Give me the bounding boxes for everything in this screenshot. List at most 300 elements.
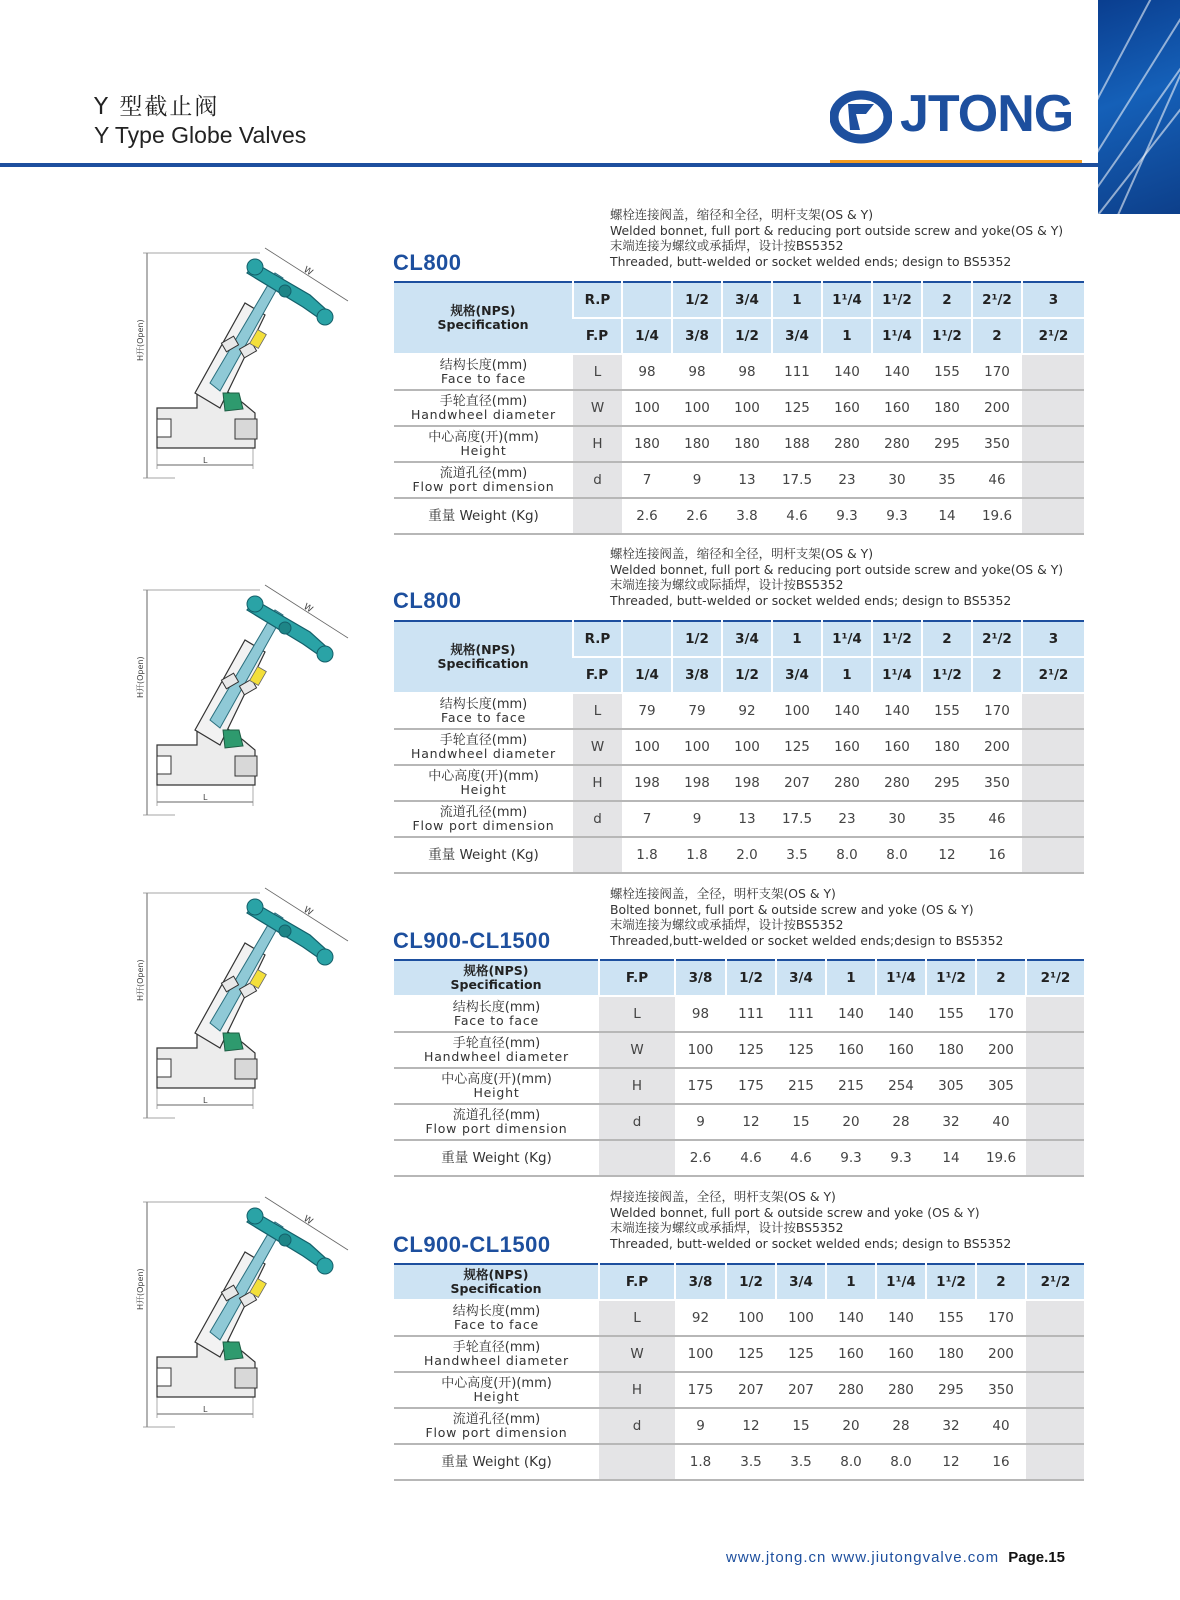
- table-row: [394, 765, 1084, 801]
- value-cell: 125: [726, 1032, 776, 1068]
- value-cell: 9: [675, 1104, 726, 1140]
- value-cell: 180: [926, 1336, 976, 1372]
- value-cell: 15: [776, 1408, 826, 1444]
- description-line: Threaded, butt-welded or socket welded ends; design to BS5352: [610, 1235, 1012, 1251]
- value-cell: 98: [622, 354, 672, 390]
- parameter-label-en: Flow port dimension: [412, 818, 555, 833]
- value-cell: 170: [972, 354, 1022, 390]
- pressure-class-title: CL800: [393, 250, 462, 275]
- spec-header-cn: 规格(NPS): [463, 1267, 529, 1282]
- parameter-label: [394, 1372, 599, 1408]
- value-cell: 9: [672, 462, 722, 498]
- value-cell: 30: [872, 462, 922, 498]
- value-cell: 14: [922, 498, 972, 534]
- value-cell: 111: [726, 996, 776, 1032]
- value-cell: 12: [922, 837, 972, 873]
- value-cell: 350: [972, 765, 1022, 801]
- description-line: Welded bonnet, full port & reducing port outside screw and yoke(OS & Y): [610, 222, 1064, 238]
- description-line: Bolted bonnet, full port & outside screw and yoke (OS & Y): [610, 901, 974, 917]
- value-cell: 155: [926, 996, 976, 1032]
- rp-size-cell: [622, 621, 672, 657]
- value-cell: 188: [772, 426, 822, 462]
- spec-header: [394, 960, 599, 996]
- value-cell: 12: [726, 1408, 776, 1444]
- value-cell: 98: [672, 354, 722, 390]
- parameter-label-en: Handwheel diameter: [424, 1353, 569, 1368]
- value-cell: 8.0: [826, 1444, 876, 1480]
- page-title-cn: Y 型截止阀: [94, 94, 220, 120]
- value-cell: 23: [822, 462, 872, 498]
- header-row-fp: [394, 1264, 1084, 1300]
- value-cell: 19.6: [976, 1140, 1026, 1176]
- symbol-cell: [573, 837, 622, 873]
- fp-size-cell: 3/4: [776, 1264, 826, 1300]
- fp-size-cell: 2: [976, 960, 1026, 996]
- logo-text: JTONG: [900, 85, 1074, 143]
- value-cell: [1026, 1140, 1084, 1176]
- value-cell: 160: [822, 390, 872, 426]
- value-cell: 100: [772, 693, 822, 729]
- fp-size-cell: 1/4: [622, 318, 672, 354]
- value-cell: 198: [722, 765, 772, 801]
- value-cell: 140: [872, 693, 922, 729]
- rp-size-cell: 1/2: [672, 621, 722, 657]
- value-cell: 7: [622, 462, 672, 498]
- value-cell: 9.3: [872, 498, 922, 534]
- header-row-rp: [394, 282, 1084, 318]
- width-dimension-label: W: [301, 265, 315, 279]
- rp-size-cell: [622, 282, 672, 318]
- value-cell: 198: [672, 765, 722, 801]
- description-line: 螺栓连接阀盖，缩径和全径，明杆支架(OS & Y): [610, 207, 874, 222]
- value-cell: 180: [926, 1032, 976, 1068]
- value-cell: 92: [722, 693, 772, 729]
- value-cell: 13: [722, 462, 772, 498]
- rp-size-cell: 2¹/2: [972, 621, 1022, 657]
- value-cell: 2.6: [622, 498, 672, 534]
- value-cell: [1022, 498, 1084, 534]
- symbol-cell: L: [599, 1300, 675, 1336]
- parameter-label-en: Height: [473, 1085, 520, 1100]
- fp-size-cell: 1/2: [722, 318, 772, 354]
- value-cell: 8.0: [822, 837, 872, 873]
- fp-size-cell: 2: [976, 1264, 1026, 1300]
- parameter-label-cn: 手轮直径(mm): [452, 1340, 541, 1355]
- parameter-label-en: Height: [460, 443, 507, 458]
- table-row: [394, 1444, 1084, 1480]
- parameter-label: [394, 1300, 599, 1336]
- value-cell: 140: [822, 354, 872, 390]
- fp-size-cell: 1: [826, 1264, 876, 1300]
- rp-size-cell: 1¹/4: [822, 621, 872, 657]
- value-cell: 350: [972, 426, 1022, 462]
- parameter-label: [394, 765, 573, 801]
- fp-size-cell: 3/8: [675, 1264, 726, 1300]
- value-cell: [1022, 765, 1084, 801]
- fp-size-cell: 1/4: [622, 657, 672, 693]
- value-cell: 98: [675, 996, 726, 1032]
- value-cell: [1022, 390, 1084, 426]
- parameter-label-en: Handwheel diameter: [424, 1049, 569, 1064]
- value-cell: 40: [976, 1104, 1026, 1140]
- value-cell: 207: [726, 1372, 776, 1408]
- value-cell: 100: [622, 390, 672, 426]
- value-cell: [1026, 1104, 1084, 1140]
- pressure-class-title: CL800: [393, 588, 462, 613]
- value-cell: 2.6: [672, 498, 722, 534]
- fp-size-cell: 1/2: [726, 1264, 776, 1300]
- value-cell: 100: [722, 390, 772, 426]
- value-cell: [1026, 1444, 1084, 1480]
- y-globe-valve-drawing: [135, 580, 360, 840]
- length-dimension-label: L: [203, 1096, 208, 1105]
- parameter-label-cn: 流道孔径(mm): [452, 1412, 541, 1427]
- fp-size-cell: 1/2: [722, 657, 772, 693]
- value-cell: [1026, 1068, 1084, 1104]
- value-cell: 14: [926, 1140, 976, 1176]
- table-row: [394, 354, 1084, 390]
- width-dimension-label: W: [301, 905, 315, 919]
- value-cell: 40: [976, 1408, 1026, 1444]
- parameter-label-en: Handwheel diameter: [411, 407, 556, 422]
- fp-size-cell: 1¹/2: [922, 318, 972, 354]
- fp-size-cell: 2¹/2: [1022, 318, 1084, 354]
- height-dimension-label: H开(Open): [136, 959, 145, 1001]
- table-row: [394, 498, 1084, 534]
- fp-size-cell: 2¹/2: [1026, 1264, 1084, 1300]
- rp-label: R.P: [573, 282, 622, 318]
- value-cell: 175: [675, 1068, 726, 1104]
- fp-size-cell: 1: [826, 960, 876, 996]
- fp-size-cell: 1¹/4: [876, 960, 926, 996]
- value-cell: 3.5: [726, 1444, 776, 1480]
- value-cell: 140: [826, 996, 876, 1032]
- parameter-label: [394, 426, 573, 462]
- y-globe-valve-drawing: [135, 243, 360, 503]
- value-cell: 280: [872, 765, 922, 801]
- description-line: Threaded, butt-welded or socket welded ends; design to BS5352: [610, 253, 1012, 269]
- width-dimension-label: W: [301, 1214, 315, 1228]
- value-cell: 3.8: [722, 498, 772, 534]
- value-cell: 295: [926, 1372, 976, 1408]
- value-cell: 17.5: [772, 801, 822, 837]
- table-row: [394, 1032, 1084, 1068]
- page-footer: [726, 1549, 1065, 1566]
- table-row: [394, 837, 1084, 873]
- spec-header-cn: 规格(NPS): [450, 303, 516, 318]
- parameter-label: [394, 996, 599, 1032]
- length-dimension-label: L: [203, 1405, 208, 1414]
- value-cell: 155: [922, 354, 972, 390]
- parameter-label: [394, 1140, 599, 1176]
- parameter-label: [394, 693, 573, 729]
- value-cell: [1026, 1032, 1084, 1068]
- symbol-cell: W: [573, 390, 622, 426]
- value-cell: 16: [972, 837, 1022, 873]
- spec-header-en: Specification: [450, 977, 542, 992]
- page-number: Page.15: [1008, 1549, 1065, 1566]
- value-cell: [1022, 801, 1084, 837]
- header-row-rp: [394, 621, 1084, 657]
- value-cell: 280: [826, 1372, 876, 1408]
- rp-size-cell: 1¹/2: [872, 282, 922, 318]
- weight-label: 重量 Weight (Kg): [428, 507, 539, 524]
- value-cell: 198: [622, 765, 672, 801]
- parameter-label: [394, 1068, 599, 1104]
- value-cell: 100: [622, 729, 672, 765]
- value-cell: 350: [976, 1372, 1026, 1408]
- footer-urls: www.jtong.cn www.jiutongvalve.com: [726, 1549, 1000, 1566]
- value-cell: 175: [726, 1068, 776, 1104]
- value-cell: 180: [922, 390, 972, 426]
- value-cell: 180: [722, 426, 772, 462]
- symbol-cell: d: [599, 1104, 675, 1140]
- spec-header-en: Specification: [450, 1281, 542, 1296]
- table-row: [394, 1336, 1084, 1372]
- fp-label: F.P: [573, 318, 622, 354]
- parameter-label-cn: 流道孔径(mm): [439, 466, 528, 481]
- height-dimension-label: H开(Open): [136, 319, 145, 361]
- value-cell: 46: [972, 462, 1022, 498]
- value-cell: 155: [922, 693, 972, 729]
- table-row: [394, 996, 1084, 1032]
- value-cell: 30: [872, 801, 922, 837]
- description-line: Welded bonnet, full port & outside screw and yoke (OS & Y): [610, 1204, 980, 1220]
- fp-size-cell: 2: [972, 657, 1022, 693]
- table-row: [394, 1140, 1084, 1176]
- value-cell: 170: [976, 996, 1026, 1032]
- rp-size-cell: 1¹/2: [872, 621, 922, 657]
- value-cell: [1022, 693, 1084, 729]
- value-cell: 20: [826, 1104, 876, 1140]
- value-cell: 140: [876, 1300, 926, 1336]
- description-line: Threaded,butt-welded or socket welded ends;design to BS5352: [610, 932, 1004, 948]
- value-cell: [1022, 426, 1084, 462]
- table-row: [394, 1068, 1084, 1104]
- value-cell: 1.8: [675, 1444, 726, 1480]
- value-cell: 160: [826, 1336, 876, 1372]
- value-cell: 160: [826, 1032, 876, 1068]
- value-cell: 155: [926, 1300, 976, 1336]
- value-cell: [1022, 837, 1084, 873]
- value-cell: 280: [822, 765, 872, 801]
- parameter-label-cn: 结构长度(mm): [439, 358, 528, 373]
- header-divider: [0, 163, 1098, 167]
- table-row: [394, 1104, 1084, 1140]
- parameter-label-cn: 流道孔径(mm): [452, 1108, 541, 1123]
- weight-label: 重量 Weight (Kg): [428, 846, 539, 863]
- fp-label: F.P: [599, 1264, 675, 1300]
- value-cell: 100: [672, 390, 722, 426]
- value-cell: 100: [675, 1336, 726, 1372]
- parameter-label: [394, 729, 573, 765]
- value-cell: [1026, 1408, 1084, 1444]
- table-row: [394, 729, 1084, 765]
- value-cell: 23: [822, 801, 872, 837]
- rp-label: R.P: [573, 621, 622, 657]
- parameter-label-en: Face to face: [454, 1013, 539, 1028]
- value-cell: 9: [672, 801, 722, 837]
- logo-mark-icon: [830, 84, 892, 146]
- symbol-cell: H: [573, 765, 622, 801]
- value-cell: 98: [722, 354, 772, 390]
- fp-size-cell: 2: [972, 318, 1022, 354]
- description-line: 焊接连接阀盖，全径，明杆支架(OS & Y): [610, 1189, 836, 1204]
- description-line: 末端连接为螺纹或承插焊，设计按BS5352: [610, 917, 844, 932]
- value-cell: 20: [826, 1408, 876, 1444]
- rp-size-cell: 2: [922, 621, 972, 657]
- symbol-cell: d: [573, 462, 622, 498]
- value-cell: 35: [922, 801, 972, 837]
- parameter-label-cn: 流道孔径(mm): [439, 805, 528, 820]
- parameter-label-cn: 结构长度(mm): [452, 1304, 541, 1319]
- symbol-cell: H: [599, 1068, 675, 1104]
- length-dimension-label: L: [203, 456, 208, 465]
- table-row: [394, 693, 1084, 729]
- value-cell: 111: [772, 354, 822, 390]
- value-cell: 4.6: [726, 1140, 776, 1176]
- value-cell: 111: [776, 996, 826, 1032]
- fp-size-cell: 3/4: [776, 960, 826, 996]
- value-cell: 8.0: [872, 837, 922, 873]
- spec-header: [394, 621, 573, 693]
- parameter-label: [394, 1336, 599, 1372]
- parameter-label-en: Face to face: [441, 371, 526, 386]
- fp-label: F.P: [573, 657, 622, 693]
- value-cell: 280: [876, 1372, 926, 1408]
- value-cell: 100: [672, 729, 722, 765]
- fp-size-cell: 1: [822, 318, 872, 354]
- value-cell: 100: [722, 729, 772, 765]
- logo-underline: [830, 160, 1082, 163]
- length-dimension-label: L: [203, 793, 208, 802]
- height-dimension-label: H开(Open): [136, 1268, 145, 1310]
- spec-header: [394, 282, 573, 354]
- fp-size-cell: 1/2: [726, 960, 776, 996]
- value-cell: 295: [922, 765, 972, 801]
- value-cell: 1.8: [672, 837, 722, 873]
- symbol-cell: L: [573, 693, 622, 729]
- description-line: 螺栓连接阀盖，全径，明杆支架(OS & Y): [610, 886, 836, 901]
- parameter-label-cn: 中心高度(开)(mm): [428, 430, 539, 445]
- weight-label: 重量 Weight (Kg): [441, 1453, 552, 1470]
- spec-header: [394, 1264, 599, 1300]
- value-cell: 46: [972, 801, 1022, 837]
- parameter-label-en: Face to face: [454, 1317, 539, 1332]
- rp-size-cell: 1: [772, 621, 822, 657]
- fp-size-cell: 3/4: [772, 657, 822, 693]
- symbol-cell: [573, 498, 622, 534]
- value-cell: 280: [822, 426, 872, 462]
- table-row: [394, 426, 1084, 462]
- spec-table: [394, 281, 1084, 535]
- value-cell: 7: [622, 801, 672, 837]
- value-cell: [1026, 1372, 1084, 1408]
- parameter-label-cn: 中心高度(开)(mm): [441, 1376, 552, 1391]
- description-line: 末端连接为螺纹或承插焊，设计按BS5352: [610, 238, 844, 253]
- parameter-label-cn: 手轮直径(mm): [439, 394, 528, 409]
- fp-label: F.P: [599, 960, 675, 996]
- value-cell: 140: [826, 1300, 876, 1336]
- value-cell: [1022, 354, 1084, 390]
- parameter-label: [394, 837, 573, 873]
- value-cell: 9.3: [822, 498, 872, 534]
- fp-size-cell: 2¹/2: [1022, 657, 1084, 693]
- spec-header-en: Specification: [437, 656, 529, 671]
- corner-decoration: [1098, 0, 1180, 214]
- spec-table: [394, 1263, 1084, 1481]
- fp-size-cell: 1¹/4: [872, 657, 922, 693]
- fp-size-cell: 1¹/2: [922, 657, 972, 693]
- rp-size-cell: 1¹/4: [822, 282, 872, 318]
- value-cell: 1.8: [622, 837, 672, 873]
- value-cell: 180: [672, 426, 722, 462]
- value-cell: [1026, 1336, 1084, 1372]
- parameter-label-en: Handwheel diameter: [411, 746, 556, 761]
- parameter-label-en: Height: [460, 782, 507, 797]
- value-cell: 207: [776, 1372, 826, 1408]
- section-description: [610, 207, 1063, 269]
- fp-size-cell: 3/4: [772, 318, 822, 354]
- rp-size-cell: 2¹/2: [972, 282, 1022, 318]
- symbol-cell: H: [599, 1372, 675, 1408]
- parameter-label-cn: 中心高度(开)(mm): [428, 769, 539, 784]
- weight-label: 重量 Weight (Kg): [441, 1149, 552, 1166]
- value-cell: 295: [922, 426, 972, 462]
- value-cell: 92: [675, 1300, 726, 1336]
- section-description: [610, 1189, 1011, 1251]
- value-cell: 3.5: [772, 837, 822, 873]
- header-row-fp: [394, 960, 1084, 996]
- value-cell: 17.5: [772, 462, 822, 498]
- value-cell: 28: [876, 1408, 926, 1444]
- pressure-class-title: CL900-CL1500: [393, 1232, 551, 1257]
- parameter-label-cn: 手轮直径(mm): [452, 1036, 541, 1051]
- parameter-label-cn: 手轮直径(mm): [439, 733, 528, 748]
- value-cell: 160: [822, 729, 872, 765]
- value-cell: 140: [872, 354, 922, 390]
- value-cell: 207: [772, 765, 822, 801]
- value-cell: 125: [776, 1032, 826, 1068]
- logo-wordmark: [900, 85, 1074, 143]
- symbol-cell: [599, 1444, 675, 1480]
- symbol-cell: d: [599, 1408, 675, 1444]
- value-cell: 200: [972, 390, 1022, 426]
- fp-size-cell: 3/8: [672, 318, 722, 354]
- value-cell: 215: [776, 1068, 826, 1104]
- description-line: 末端连接为螺纹或承插焊，设计按BS5352: [610, 1220, 844, 1235]
- parameter-label: [394, 1032, 599, 1068]
- parameter-label: [394, 1444, 599, 1480]
- value-cell: 4.6: [776, 1140, 826, 1176]
- value-cell: 100: [776, 1300, 826, 1336]
- value-cell: 125: [726, 1336, 776, 1372]
- value-cell: 2.6: [675, 1140, 726, 1176]
- rp-size-cell: 2: [922, 282, 972, 318]
- symbol-cell: [599, 1140, 675, 1176]
- value-cell: 32: [926, 1104, 976, 1140]
- section-description: [610, 546, 1063, 608]
- spec-header-cn: 规格(NPS): [450, 642, 516, 657]
- parameter-label: [394, 462, 573, 498]
- value-cell: 4.6: [772, 498, 822, 534]
- rp-size-cell: 1/2: [672, 282, 722, 318]
- pressure-class-title: CL900-CL1500: [393, 928, 551, 953]
- y-globe-valve-drawing: [135, 883, 360, 1143]
- value-cell: 125: [772, 390, 822, 426]
- value-cell: 200: [972, 729, 1022, 765]
- description-line: Welded bonnet, full port & reducing port outside screw and yoke(OS & Y): [610, 561, 1064, 577]
